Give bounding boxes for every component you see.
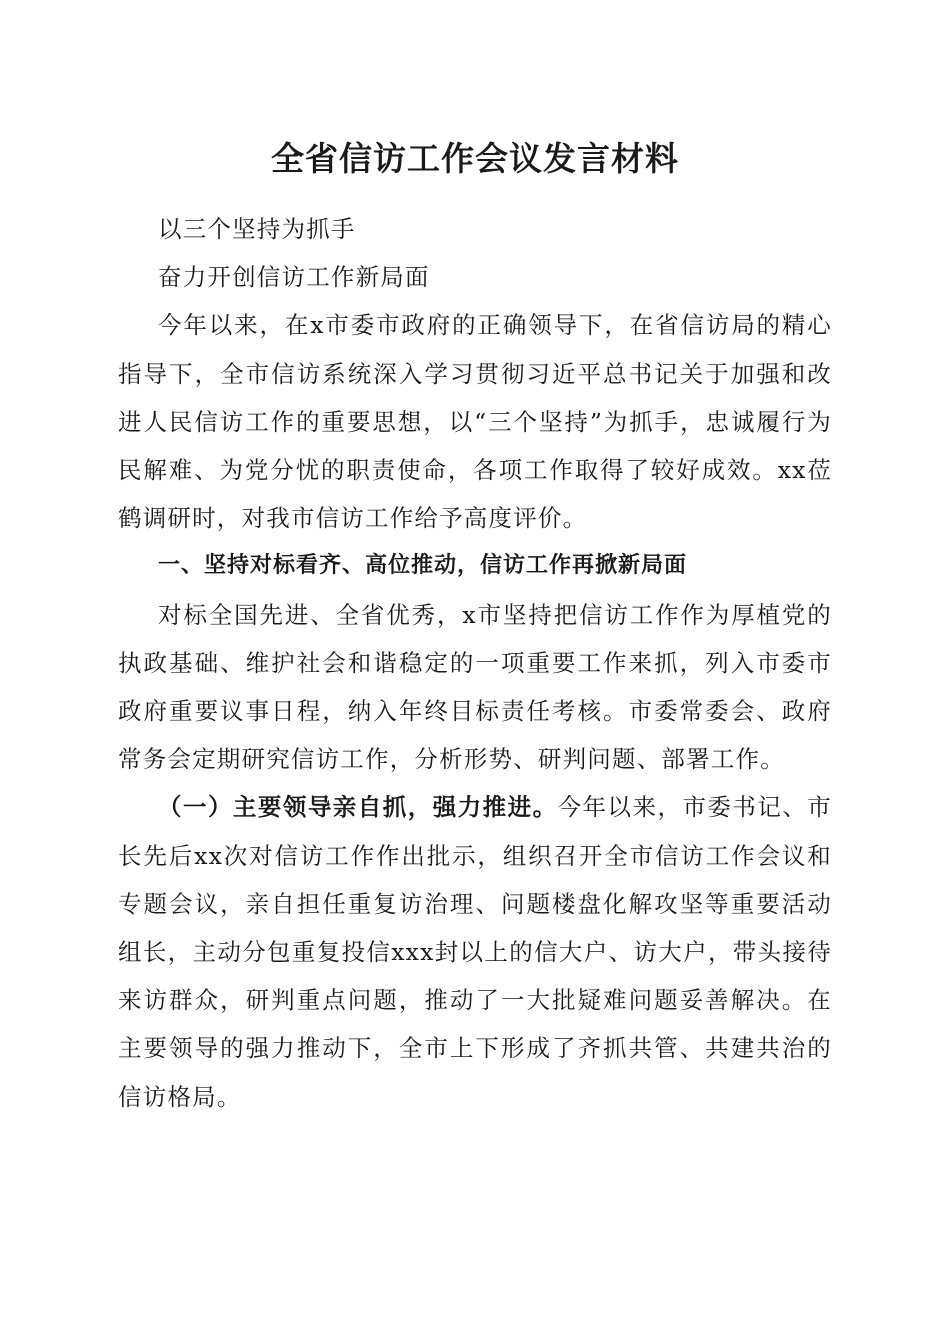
subtitle-line-2: 奋力开创信访工作新局面: [158, 263, 430, 292]
section-1-paragraph: 对标全国先进、全省优秀，x市坚持把信访工作作为厚植党的执政基础、维护社会和谐稳定的一项重要工作来抓，列入市委市政府重要议事日程，纳入年终目标责任考核。市委常委会、政府常务会定期研究信访工作，分析形势、研判问题、部署工作。: [118, 600, 832, 774]
section-1-heading: 一、坚持对标看齐、高位推动，信访工作再掀新局面: [158, 553, 688, 579]
subsection-1-lead: （一）主要领导亲自抓，强力推进。: [158, 793, 558, 822]
subsection-1-paragraph: [118, 783, 832, 1120]
subtitle-line-1: 以三个坚持为抓手: [158, 215, 356, 243]
intro-paragraph: 今年以来，在x市委市政府的正确领导下，在省信访局的精心指导下，全市信访系统深入学习贯彻习近平总书记关于加强和改进人民信访工作的重要思想，以“三个坚持”为抓手，忠诚履行为民解难、为党分忧的职责使命，各项工作取得了较好成效。xx莅鹤调研时，对我市信访工作给予高度评价。: [118, 311, 832, 533]
subsection-1-body: 今年以来，市委书记、市长先后xx次对信访工作作出批示，组织召开全市信访工作会议和专题会议，亲自担任重复访治理、问题楼盘化解攻坚等重要活动组长，主动分包重复投信xxx封以上的信大户、访大户，带头接待来访群众，研判重点问题，推动了一大批疑难问题妥善解决。在主要领导的强力推动下，全市上下形成了齐抓共管、共建共治的信访格局。: [118, 793, 833, 1111]
document-title: 全省信访工作会议发言材料: [271, 139, 679, 178]
document-body: [118, 205, 832, 1121]
